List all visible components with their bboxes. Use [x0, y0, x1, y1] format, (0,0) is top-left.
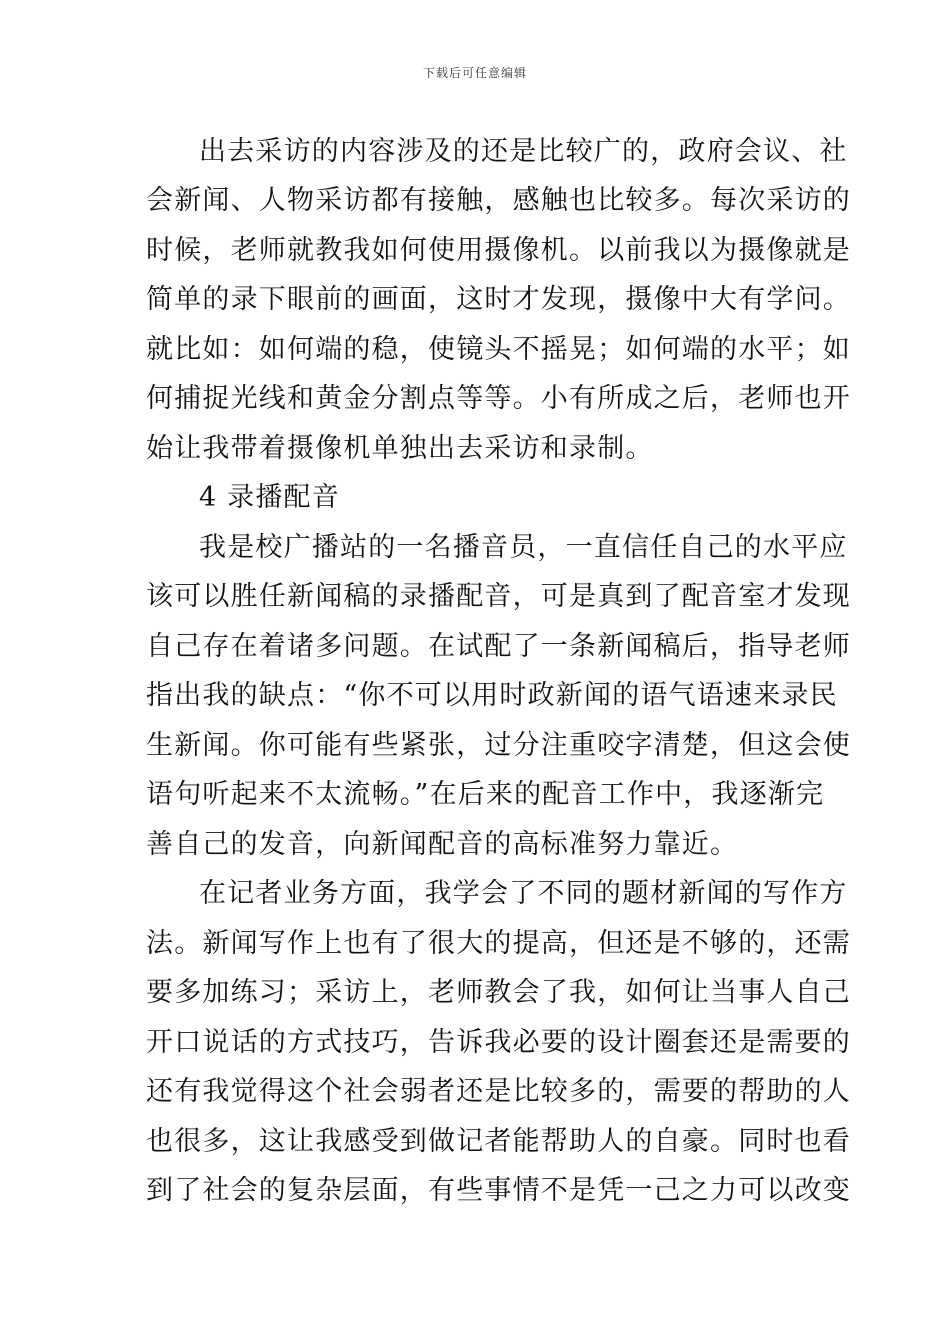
paragraph-2-line-2: 该可以胜任新闻稿的录播配音，可是真到了配音室才发现	[146, 581, 851, 612]
paragraph-1-line-4: 简单的录下眼前的画面，这时才发现，摄像中大有学问。	[146, 284, 851, 315]
paragraph-3-line-5: 还有我觉得这个社会弱者还是比较多的，需要的帮助的人	[146, 1076, 851, 1107]
paragraph-3-line-4: 开口说话的方式技巧，告诉我必要的设计圈套还是需要的	[146, 1027, 851, 1058]
paragraph-2-line-1: 我是校广播站的一名播音员，一直信任自己的水平应	[199, 532, 848, 563]
paragraph-3-line-3: 要多加练习；采访上，老师教会了我，如何让当事人自己	[146, 977, 851, 1008]
paragraph-3-line-7: 到了社会的复杂层面，有些事情不是凭一己之力可以改变	[146, 1175, 851, 1206]
paragraph-3-line-2: 法。新闻写作上也有了很大的提高，但还是不够的，还需	[146, 928, 851, 959]
section-heading: 4 录播配音	[199, 482, 340, 513]
paragraph-2-line-4: 指出我的缺点：“你不可以用时政新闻的语气语速来录民	[146, 680, 838, 711]
paragraph-2-line-7: 善自己的发音，向新闻配音的高标准努力靠近。	[146, 829, 739, 860]
paragraph-3-line-1: 在记者业务方面，我学会了不同的题材新闻的写作方	[199, 878, 848, 909]
paragraph-1-line-3: 时候，老师就教我如何使用摄像机。以前我以为摄像就是	[146, 235, 851, 266]
paragraph-3-line-6: 也很多，这让我感受到做记者能帮助人的自豪。同时也看	[146, 1126, 851, 1157]
paragraph-1-line-6: 何捕捉光线和黄金分割点等等。小有所成之后，老师也开	[146, 383, 851, 414]
paragraph-1-line-2: 会新闻、人物采访都有接触，感触也比较多。每次采访的	[146, 185, 851, 216]
paragraph-2-line-5: 生新闻。你可能有些紧张，过分注重咬字清楚，但这会使	[146, 730, 851, 761]
paragraph-1-line-7: 始让我带着摄像机单独出去采访和录制。	[146, 433, 654, 464]
paragraph-2-line-3: 自己存在着诸多问题。在试配了一条新闻稿后，指导老师	[146, 631, 851, 662]
paragraph-2-line-6: 语句听起来不太流畅。”在后来的配音工作中，我逐渐完	[146, 779, 825, 810]
paragraph-1-line-5: 就比如：如何端的稳，使镜头不摇晃；如何端的水平；如	[146, 334, 851, 365]
page-header: 下载后可任意编辑	[422, 66, 527, 80]
paragraph-1-line-1: 出去采访的内容涉及的还是比较广的，政府会议、社	[199, 136, 848, 167]
